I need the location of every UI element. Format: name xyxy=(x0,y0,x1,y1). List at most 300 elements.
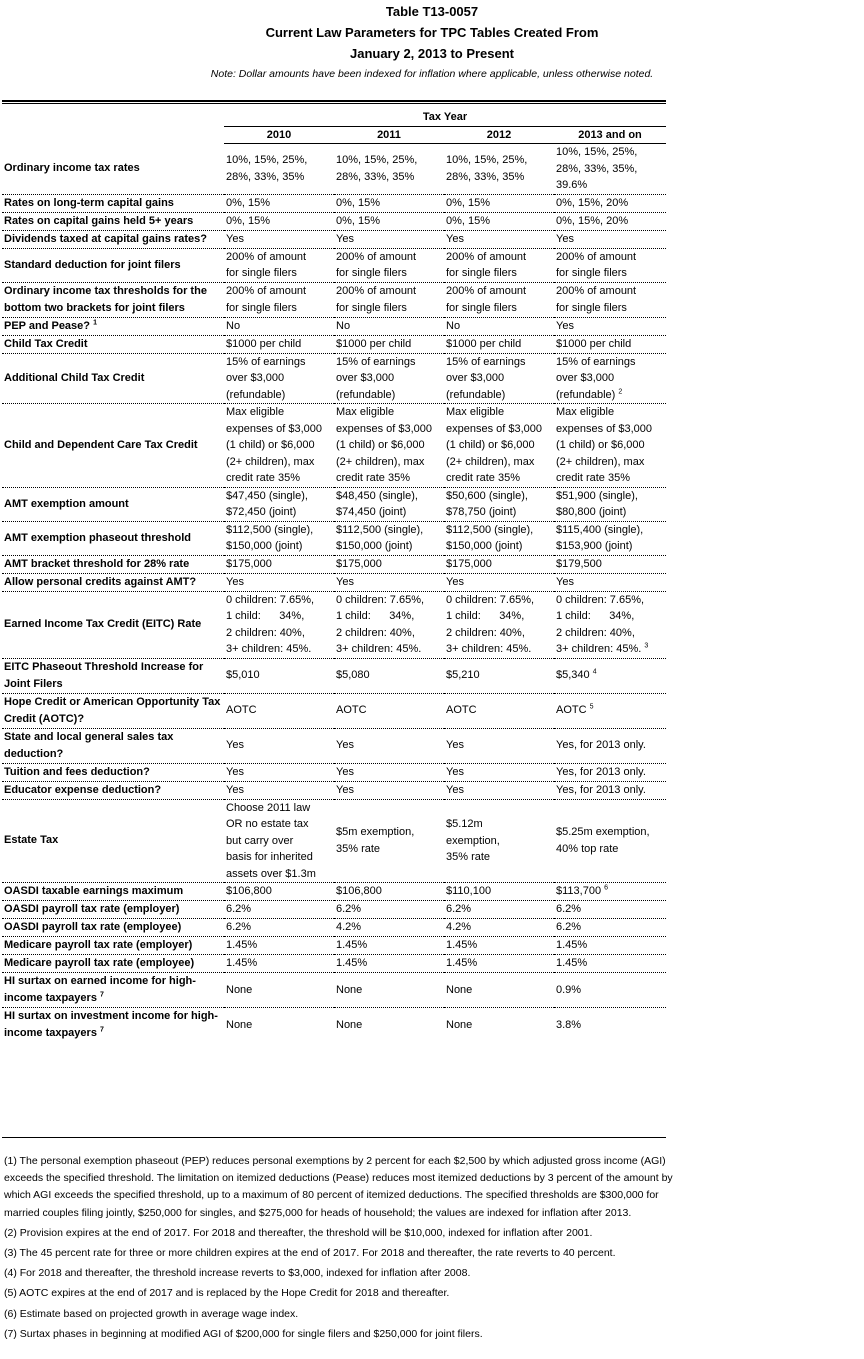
cell-text: Yes xyxy=(226,575,244,588)
table-cell xyxy=(224,230,334,248)
table-cell xyxy=(334,781,444,799)
cell-line xyxy=(556,177,664,194)
cell-line xyxy=(556,387,664,404)
cell-text: Yes xyxy=(446,783,464,796)
table-cell xyxy=(224,728,334,763)
cell-text: assets over $1.3m xyxy=(226,867,316,880)
table-cell xyxy=(444,937,554,955)
column-header-2012: 2012 xyxy=(444,126,554,144)
cell-text: (refundable) xyxy=(556,388,616,401)
table-cell xyxy=(224,591,334,658)
cell-line xyxy=(556,522,664,539)
cell-text: $113,700 xyxy=(556,885,602,898)
table-cell xyxy=(224,658,334,693)
cell-text: 1 child: 34%, xyxy=(226,610,305,622)
cell-text: but carry over xyxy=(226,834,294,847)
cell-text: $80,800 (joint) xyxy=(556,506,627,518)
cell-line xyxy=(556,919,664,936)
table-cell xyxy=(444,317,554,335)
cell-line xyxy=(556,318,664,335)
cell-line xyxy=(226,454,332,471)
cell-line xyxy=(556,841,664,858)
cell-text: (refundable) xyxy=(446,388,506,401)
table-cell xyxy=(334,799,444,883)
table-cell xyxy=(334,763,444,781)
cell-text: 0%, 15% xyxy=(336,196,381,209)
cell-line xyxy=(226,866,332,883)
cell-text: OR no estate tax xyxy=(226,818,309,830)
cell-text: 1.45% xyxy=(446,957,478,970)
cell-line xyxy=(556,265,664,282)
cell-line xyxy=(336,300,442,317)
footnote-ref: 5 xyxy=(589,703,594,711)
footnote-ref: 1 xyxy=(93,318,97,326)
table-row xyxy=(2,728,666,763)
cell-line xyxy=(336,764,442,781)
cell-text: Max eligible xyxy=(336,406,395,418)
cell-text: credit rate 35% xyxy=(226,472,300,484)
cell-line xyxy=(446,955,552,972)
table-cell xyxy=(334,230,444,248)
cell-text: for single filers xyxy=(336,301,407,314)
cell-text: expenses of $3,000 xyxy=(556,422,653,435)
cell-line xyxy=(226,437,332,454)
cell-text: 200% of amount xyxy=(556,285,637,297)
cell-line xyxy=(556,556,664,573)
cell-line xyxy=(336,470,442,487)
row-label xyxy=(2,781,224,799)
cell-text: credit rate 35% xyxy=(556,472,630,484)
cell-line xyxy=(336,488,442,505)
cell-text: 0 children: 7.65%, xyxy=(446,593,535,606)
cell-text: (2+ children), max xyxy=(556,455,645,468)
row-label xyxy=(2,937,224,955)
cell-text: Yes xyxy=(446,575,464,588)
footnote-3: (3) The 45 percent rate for three or more children expires at the end of 2017. For 2018 and thereafter, the rate reverts to 40 percent. xyxy=(4,1247,616,1260)
cell-line xyxy=(446,883,552,900)
cell-line xyxy=(336,265,442,282)
row-label xyxy=(2,194,224,212)
table-cell xyxy=(334,282,444,317)
cell-line xyxy=(226,387,332,404)
table-cell xyxy=(444,763,554,781)
cell-line xyxy=(336,608,442,625)
cell-text: 3+ children: 45%. xyxy=(226,643,312,655)
row-label-text: AMT exemption amount xyxy=(4,497,129,510)
table-cell xyxy=(444,573,554,591)
footnote-ref: 2 xyxy=(618,387,623,395)
cell-text: (2+ children), max xyxy=(336,455,425,468)
cell-line xyxy=(446,195,552,212)
cell-text: over $3,000 xyxy=(336,372,395,384)
cell-line xyxy=(336,824,442,841)
cell-text: $5,010 xyxy=(226,669,260,682)
cell-line xyxy=(226,982,332,999)
cell-text: for single filers xyxy=(446,301,517,314)
cell-line xyxy=(226,901,332,918)
cell-text: 15% of earnings xyxy=(446,355,526,368)
table-cell xyxy=(334,973,444,1008)
cell-line xyxy=(336,982,442,999)
row-label xyxy=(2,1008,224,1043)
cell-line xyxy=(446,901,552,918)
cell-text: 39.6% xyxy=(556,179,588,191)
table-top-rule xyxy=(2,100,666,104)
row-label-text: Earned Income Tax Credit (EITC) Rate xyxy=(4,618,202,630)
parameters-table xyxy=(2,107,666,1042)
table-cell xyxy=(224,763,334,781)
cell-line xyxy=(336,937,442,954)
table-cell xyxy=(444,230,554,248)
cell-line xyxy=(556,354,664,371)
table-row xyxy=(2,901,666,919)
cell-line xyxy=(556,702,664,719)
table-bottom-rule xyxy=(2,1137,666,1138)
table-row xyxy=(2,781,666,799)
row-label xyxy=(2,555,224,573)
cell-text: Yes xyxy=(336,232,354,245)
table-cell xyxy=(334,919,444,937)
table-cell xyxy=(554,317,666,335)
row-label xyxy=(2,353,224,404)
cell-text: for single filers xyxy=(556,267,627,279)
row-label-text: Rates on capital gains held 5+ years xyxy=(4,214,194,227)
table-row xyxy=(2,973,666,1008)
cell-text: Choose 2011 law xyxy=(226,801,311,814)
table-row xyxy=(2,212,666,230)
table-cell xyxy=(554,883,666,901)
cell-line xyxy=(226,538,332,555)
table-cell xyxy=(224,693,334,728)
table-cell xyxy=(444,799,554,883)
row-label-text: Educator expense deduction? xyxy=(4,783,162,796)
row-label xyxy=(2,591,224,658)
footnote-ref: 6 xyxy=(604,884,609,892)
cell-text: Max eligible xyxy=(446,406,505,418)
table-row xyxy=(2,799,666,883)
cell-line xyxy=(556,404,664,421)
cell-line xyxy=(226,556,332,573)
column-header-2013-and-on: 2013 and on xyxy=(554,126,666,144)
cell-text: 6.2% xyxy=(226,903,252,916)
footnote-ref: 7 xyxy=(100,1026,104,1034)
row-label-text: Dividends taxed at capital gains rates? xyxy=(4,232,207,245)
cell-text: 0%, 15% xyxy=(226,214,271,227)
cell-line xyxy=(336,504,442,521)
cell-text: 200% of amount xyxy=(336,285,417,297)
cell-text: $48,450 (single), xyxy=(336,489,418,502)
cell-text: None xyxy=(226,983,253,996)
row-label xyxy=(2,799,224,883)
table-cell xyxy=(224,521,334,555)
row-label xyxy=(2,404,224,488)
footnote-7: (7) Surtax phases in beginning at modified AGI of $200,000 for single filers and $250,000 for joint filers. xyxy=(4,1327,483,1340)
cell-text: Max eligible xyxy=(556,406,615,418)
table-cell xyxy=(444,144,554,195)
cell-line xyxy=(556,300,664,317)
cell-line xyxy=(336,195,442,212)
cell-text: $115,400 (single), xyxy=(556,523,644,536)
cell-text: No xyxy=(226,319,241,332)
table-row xyxy=(2,487,666,521)
table-cell xyxy=(224,248,334,282)
cell-text: 10%, 15%, 25%, xyxy=(446,154,528,167)
cell-text: 10%, 15%, 25%, xyxy=(226,154,308,167)
cell-text: Yes, for 2013 only. xyxy=(556,739,646,752)
cell-line xyxy=(336,437,442,454)
table-cell xyxy=(334,317,444,335)
cell-text: Yes xyxy=(336,575,354,588)
cell-line xyxy=(446,625,552,642)
row-label xyxy=(2,728,224,763)
cell-line xyxy=(336,169,442,186)
cell-line xyxy=(446,919,552,936)
row-label-text: State and local general sales tax deduction? xyxy=(4,730,174,760)
cell-line xyxy=(446,522,552,539)
table-cell xyxy=(554,781,666,799)
cell-text: $112,500 (single), xyxy=(446,523,534,536)
cell-line xyxy=(226,488,332,505)
cell-text: for single filers xyxy=(556,301,627,314)
cell-text: (refundable) xyxy=(226,388,286,401)
footnote-4: (4) For 2018 and thereafter, the threshold increase reverts to $3,000, indexed for inflation after 2008. xyxy=(4,1267,471,1280)
table-row xyxy=(2,937,666,955)
cell-line xyxy=(556,336,664,353)
cell-line xyxy=(446,488,552,505)
cell-line xyxy=(226,522,332,539)
row-label-text: Allow personal credits against AMT? xyxy=(4,575,197,588)
table-cell xyxy=(444,521,554,555)
cell-text: 0%, 15% xyxy=(226,196,271,209)
cell-line xyxy=(446,470,552,487)
table-row xyxy=(2,353,666,404)
cell-line xyxy=(336,737,442,754)
table-cell xyxy=(554,1008,666,1043)
cell-text: $150,000 (joint) xyxy=(226,540,303,552)
table-cell xyxy=(444,955,554,973)
cell-line xyxy=(336,901,442,918)
row-label xyxy=(2,248,224,282)
table-row xyxy=(2,144,666,195)
row-label-text: Ordinary income tax rates xyxy=(4,162,140,174)
cell-line xyxy=(446,249,552,266)
cell-line xyxy=(226,231,332,248)
table-cell xyxy=(444,555,554,573)
cell-text: 1.45% xyxy=(336,957,368,970)
table-cell xyxy=(554,955,666,973)
table-cell xyxy=(224,973,334,1008)
table-row xyxy=(2,230,666,248)
row-label-text: Medicare payroll tax rate (employer) xyxy=(4,939,193,951)
cell-text: 0 children: 7.65%, xyxy=(226,593,315,606)
cell-line xyxy=(336,841,442,858)
cell-text: 40% top rate xyxy=(556,842,619,855)
table-cell xyxy=(554,194,666,212)
table-cell xyxy=(554,144,666,195)
cell-line xyxy=(556,195,664,212)
table-cell xyxy=(224,353,334,404)
cell-text: $106,800 xyxy=(336,885,382,898)
cell-text: $175,000 xyxy=(226,557,272,570)
table-title-line2: January 2, 2013 to Present xyxy=(349,46,515,61)
cell-line xyxy=(226,667,332,684)
cell-line xyxy=(556,370,664,387)
cell-line xyxy=(446,556,552,573)
cell-text: $5,340 xyxy=(556,669,590,682)
cell-line xyxy=(336,782,442,799)
cell-text: 28%, 33%, 35% xyxy=(226,170,305,183)
cell-text: 1 child: 34%, xyxy=(556,610,635,622)
cell-line xyxy=(336,283,442,300)
table-cell xyxy=(554,919,666,937)
table-cell xyxy=(334,693,444,728)
cell-text: Yes xyxy=(556,319,574,332)
row-label xyxy=(2,919,224,937)
cell-text: Yes xyxy=(556,575,574,588)
footnote-6: (6) Estimate based on projected growth in average wage index. xyxy=(4,1307,299,1320)
cell-text: Yes xyxy=(226,739,244,752)
cell-text: expenses of $3,000 xyxy=(336,422,433,435)
footnote-ref: 4 xyxy=(592,668,597,676)
row-label-text: Child Tax Credit xyxy=(4,337,88,350)
table-row xyxy=(2,883,666,901)
cell-line xyxy=(556,737,664,754)
cell-line xyxy=(226,195,332,212)
cell-text: for single filers xyxy=(226,267,297,279)
cell-line xyxy=(556,421,664,438)
table-cell xyxy=(224,282,334,317)
cell-text: 1.45% xyxy=(556,939,588,952)
cell-text: $112,500 (single), xyxy=(336,523,424,536)
cell-text: Yes xyxy=(446,739,464,752)
table-cell xyxy=(224,955,334,973)
table-cell xyxy=(224,781,334,799)
cell-text: 3+ children: 45%. xyxy=(336,643,422,655)
cell-text: expenses of $3,000 xyxy=(446,422,543,435)
row-label-text: Additional Child Tax Credit xyxy=(4,371,145,384)
cell-line xyxy=(556,454,664,471)
cell-line xyxy=(556,144,664,161)
row-label xyxy=(2,883,224,901)
cell-text: $5,080 xyxy=(336,669,370,682)
cell-text: $5.25m exemption, xyxy=(556,826,650,839)
table-row xyxy=(2,555,666,573)
cell-text: over $3,000 xyxy=(556,372,615,384)
row-label-text: Tuition and fees deduction? xyxy=(4,765,150,778)
cell-text: 200% of amount xyxy=(226,250,307,263)
cell-text: AOTC xyxy=(446,704,477,717)
cell-line xyxy=(226,470,332,487)
table-cell xyxy=(444,919,554,937)
row-label xyxy=(2,335,224,353)
cell-line xyxy=(226,764,332,781)
table-cell xyxy=(224,799,334,883)
cell-text: 200% of amount xyxy=(446,250,527,263)
cell-line xyxy=(556,667,664,684)
cell-line xyxy=(446,213,552,230)
cell-line xyxy=(446,354,552,371)
cell-line xyxy=(226,404,332,421)
cell-line xyxy=(336,354,442,371)
table-body xyxy=(2,144,666,1043)
cell-line xyxy=(446,404,552,421)
cell-text: Yes xyxy=(226,232,244,245)
row-label-text: HI surtax on earned income for high-income taxpayers xyxy=(4,975,196,1004)
table-cell xyxy=(224,1008,334,1043)
row-label xyxy=(2,282,224,317)
cell-line xyxy=(226,937,332,954)
cell-text: 6.2% xyxy=(226,921,252,934)
cell-line xyxy=(446,702,552,719)
cell-line xyxy=(446,421,552,438)
cell-text: Max eligible xyxy=(226,406,285,418)
cell-line xyxy=(226,336,332,353)
table-cell xyxy=(334,555,444,573)
cell-line xyxy=(556,901,664,918)
cell-line xyxy=(446,816,552,833)
table-cell xyxy=(334,353,444,404)
table-cell xyxy=(224,919,334,937)
cell-text: 0%, 15% xyxy=(446,196,491,209)
cell-text: AOTC xyxy=(556,704,587,717)
cell-text: 1 child: 34%, xyxy=(446,610,525,622)
cell-line xyxy=(226,354,332,371)
cell-text: Yes xyxy=(446,232,464,245)
cell-line xyxy=(336,574,442,591)
cell-line xyxy=(446,231,552,248)
cell-text: 0%, 15%, 20% xyxy=(556,196,629,209)
cell-text: (1 child) or $6,000 xyxy=(226,439,315,451)
row-label-text: Hope Credit or American Opportunity Tax Credit (AOTC)? xyxy=(4,695,221,725)
cell-text: 6.2% xyxy=(446,903,472,916)
cell-text: 3.8% xyxy=(556,1018,582,1031)
row-label-text: OASDI payroll tax rate (employer) xyxy=(4,903,180,915)
cell-line xyxy=(226,592,332,609)
cell-text: (2+ children), max xyxy=(226,455,315,468)
cell-line xyxy=(446,1017,552,1034)
table-cell xyxy=(334,335,444,353)
cell-text: 3+ children: 45%. xyxy=(556,643,642,655)
cell-line xyxy=(336,592,442,609)
table-row xyxy=(2,335,666,353)
cell-line xyxy=(556,504,664,521)
cell-line xyxy=(336,955,442,972)
cell-text: 1.45% xyxy=(226,957,258,970)
cell-text: $1000 per child xyxy=(226,337,302,350)
row-label-text: OASDI taxable earnings maximum xyxy=(4,885,184,897)
cell-text: (1 child) or $6,000 xyxy=(446,439,535,451)
header-spacer xyxy=(2,126,224,144)
cell-line xyxy=(226,737,332,754)
row-label xyxy=(2,230,224,248)
cell-line xyxy=(446,300,552,317)
table-cell xyxy=(224,144,334,195)
cell-line xyxy=(226,318,332,335)
footnote-ref: 7 xyxy=(100,991,104,999)
cell-line xyxy=(556,538,664,555)
cell-text: $175,000 xyxy=(446,557,492,570)
row-label-text: Estate Tax xyxy=(4,834,59,847)
cell-text: 6.2% xyxy=(336,903,362,916)
cell-text: 15% of earnings xyxy=(226,355,306,368)
cell-text: 3+ children: 45%. xyxy=(446,643,532,655)
cell-text: $5m exemption, xyxy=(336,826,415,839)
cell-text: (refundable) xyxy=(336,388,396,401)
cell-text: over $3,000 xyxy=(446,372,505,384)
table-cell xyxy=(334,901,444,919)
cell-line xyxy=(556,782,664,799)
cell-line xyxy=(556,1017,664,1034)
